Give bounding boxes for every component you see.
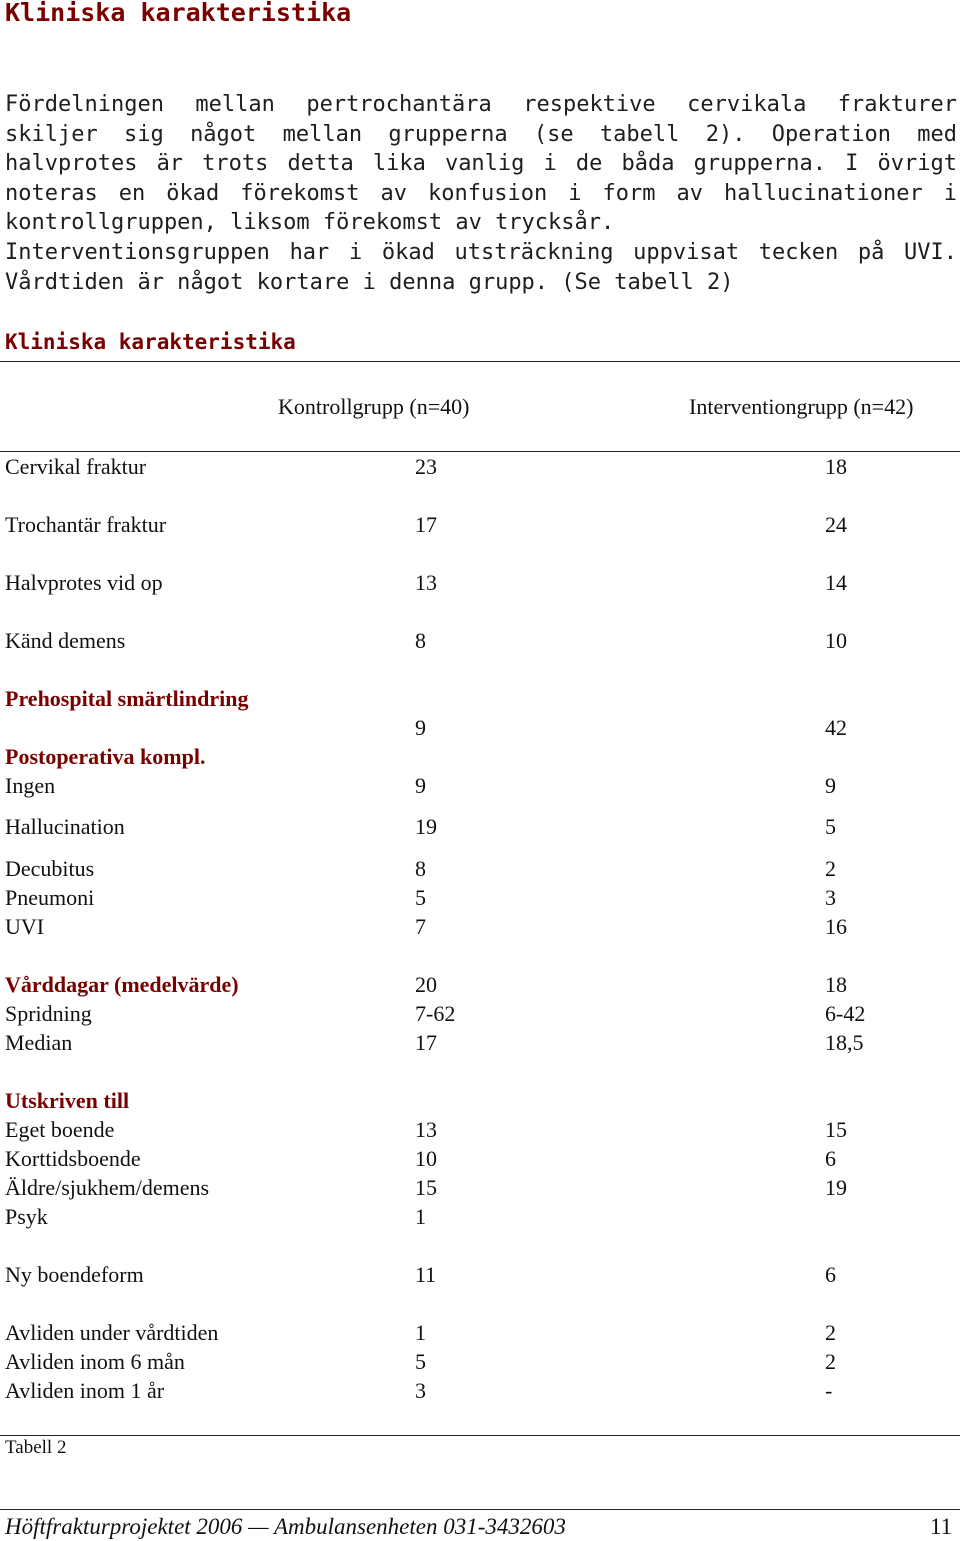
row-value-control: 15 [415,1175,437,1200]
row-value-intervention: 42 [825,715,847,740]
row-value-control: 13 [415,570,437,595]
row-value-intervention: 2 [825,856,836,881]
row-value-control: 19 [415,814,437,839]
intro-paragraph-1: Fördelningen mellan pertrochantära respektive cervikala frakturer skiljer sig något mellan grupperna (se tabell 2). Operation med halvprotes är trots detta lika vanlig i de båda grupperna. I övrigt noteras en ökad förekomst av konfusion i form av hallucinationer i kontrollgruppen, liksom förekomst av trycksår. [5,92,957,236]
row-label: Avliden inom 1 år [5,1378,165,1403]
section-heading: Prehospital smärtlindring [5,686,249,711]
row-value-control: 5 [415,885,426,910]
intro-text [5,90,957,297]
row-label: Avliden inom 6 mån [5,1349,185,1374]
row-value-intervention: 5 [825,814,836,839]
row-value-control: 10 [415,1146,437,1171]
row-value-intervention: 19 [825,1175,847,1200]
row-value-intervention: 6-42 [825,1001,866,1026]
row-value-intervention: 10 [825,628,847,653]
table-title: Kliniska karakteristika [5,330,296,354]
row-label: Trochantär fraktur [5,512,167,537]
row-value-control: 8 [415,856,426,881]
table-caption: Tabell 2 [5,1437,67,1458]
row-value-intervention: 18,5 [825,1030,864,1055]
row-value-control: 23 [415,454,437,479]
row-value-intervention: 6 [825,1262,836,1287]
row-label: Ny boendeform [5,1262,144,1287]
row-value-control: 17 [415,1030,437,1055]
row-value-control: 3 [415,1378,426,1403]
table-top-rule [0,361,960,362]
column-header-control: Kontrollgrupp (n=40) [278,394,470,419]
section-heading: Utskriven till [5,1088,130,1113]
section-heading: Postoperativa kompl. [5,744,206,769]
row-value-intervention: 24 [825,512,847,537]
row-value-intervention: 2 [825,1320,836,1345]
row-value-control: 9 [415,715,426,740]
row-value-intervention: 9 [825,773,836,798]
row-label: Hallucination [5,814,125,839]
section-heading: Vårddagar (medelvärde) [5,972,239,997]
row-value-control: 17 [415,512,437,537]
row-value-intervention: 15 [825,1117,847,1142]
row-value-control: 11 [415,1262,437,1287]
row-value-intervention: - [825,1378,833,1403]
row-label: Ingen [5,773,56,798]
row-value-control: 1 [415,1320,426,1345]
row-value-control: 9 [415,773,426,798]
row-value-intervention: 18 [825,972,847,997]
row-label: UVI [5,914,45,939]
row-label: Känd demens [5,628,126,653]
footer-rule [0,1509,960,1510]
intro-paragraph-2-line-1: Interventionsgruppen har i ökad utsträckning uppvisat tecken på UVI. [5,239,957,265]
row-value-control: 1 [415,1204,426,1229]
row-label: Pneumoni [5,885,95,910]
row-label: Avliden under vårdtiden [5,1320,219,1345]
row-value-intervention: 16 [825,914,847,939]
row-label: Korttidsboende [5,1146,141,1171]
row-value-intervention: 2 [825,1349,836,1374]
row-value-intervention: 3 [825,885,836,910]
row-label: Halvprotes vid op [5,570,163,595]
row-label: Decubitus [5,856,95,881]
row-value-intervention: 18 [825,454,847,479]
row-label: Äldre/sjukhem/demens [5,1175,210,1200]
intro-paragraph-2-line-2: Vårdtiden är något kortare i denna grupp. (Se tabell 2) [5,269,734,295]
footer-text: Höftfrakturprojektet 2006 — Ambulansenheten 031-3432603 [5,1514,566,1539]
row-label: Psyk [5,1204,48,1229]
row-value-control: 13 [415,1117,437,1142]
row-label: Median [5,1030,73,1055]
row-value-control: 7-62 [415,1001,456,1026]
page-heading: Kliniska karakteristika [5,0,352,27]
column-header-intervention: Interventiongrupp (n=42) [689,394,914,419]
table-bottom-rule [0,1435,960,1436]
row-value-control: 8 [415,628,426,653]
row-label: Eget boende [5,1117,115,1142]
row-value-control: 5 [415,1349,426,1374]
row-value-intervention: 14 [825,570,847,595]
page-number: 11 [930,1514,953,1539]
row-value-control: 7 [415,914,426,939]
row-value-control: 20 [415,972,437,997]
row-label: Cervikal fraktur [5,454,147,479]
row-value-intervention: 6 [825,1146,836,1171]
row-label: Spridning [5,1001,92,1026]
header-rule [0,451,960,452]
